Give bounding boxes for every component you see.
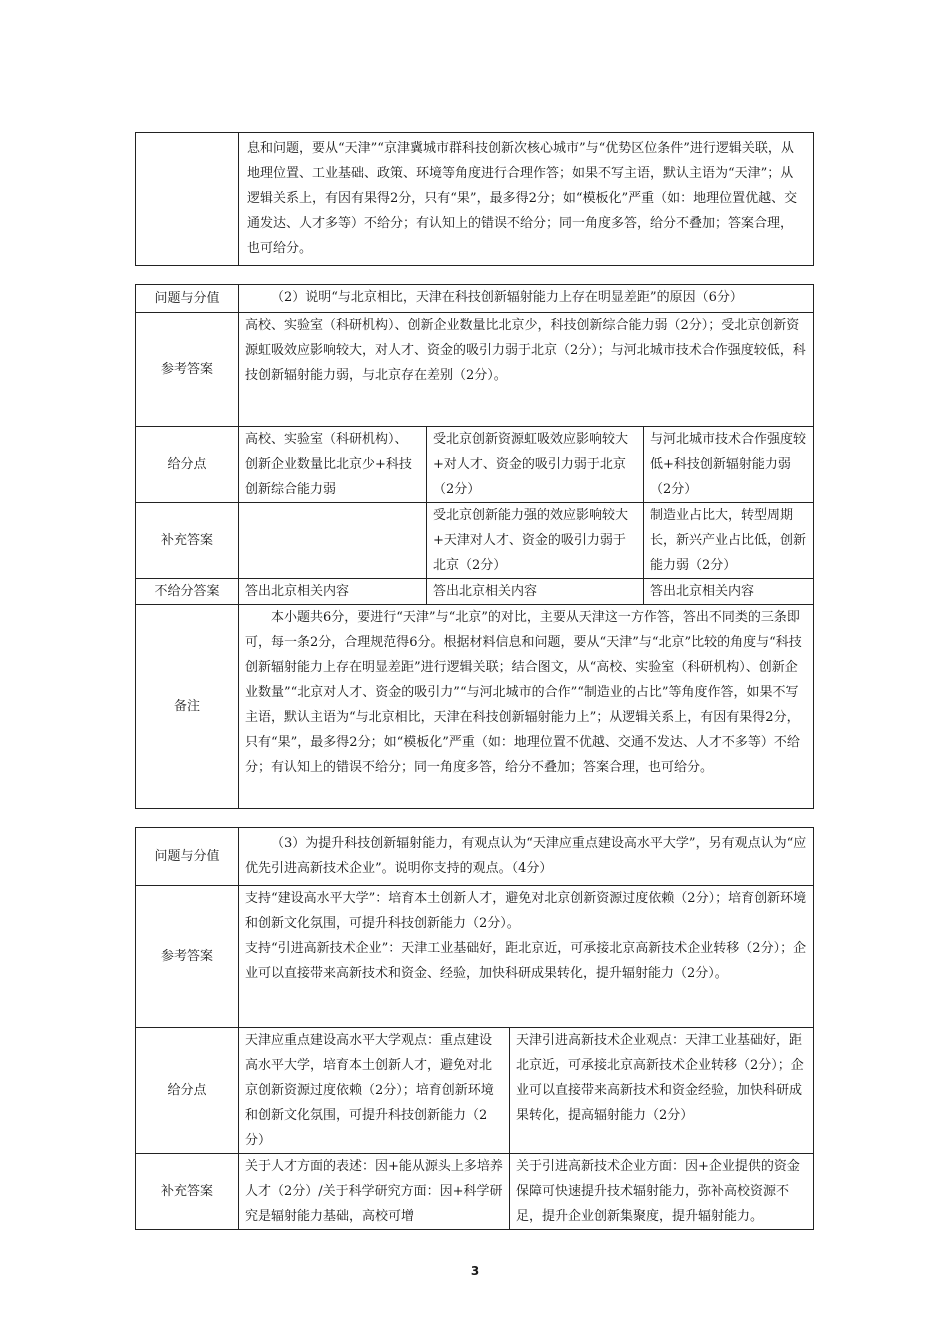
q2-nozero-3: 答出北京相关内容 — [644, 579, 814, 605]
q3-question-label: 问题与分值 — [136, 828, 239, 886]
q3-supplement-label: 补充答案 — [136, 1154, 239, 1230]
q3-reference-text-2: 支持“引进高新技术企业”：天津工业基础好，距北京近，可承接北京高新技术企业转移（2分）；企业可以直接带来高新技术和资金、经验，加快科研成果转化，提升辐射能力（2分）。 — [245, 941, 807, 981]
q2-supplement-2: 受北京创新能力强的效应影响较大+天津对人才、资金的吸引力弱于北京（2分） — [427, 503, 644, 579]
q3-reference-cell — [239, 886, 814, 1028]
q2-remark-text: 本小题共6分，要进行“天津”与“北京”的对比，主要从天津这一方作答，答出不同类的三条即可，每一条2分，合理规范得6分。根据材料信息和问题，要从“天津”与“北京”比较的角度与“科技创新辐射能力上存在明显差距”进行逻辑关联；结合图文，从“高校、实验室（科研机构）、创新企业数量”“北京对人才、资金的吸引力”“与河北城市的合作”“制造业的占比”等角度作答，如果不写主语，默认主语为“与北京相比，天津在科技创新辐射能力上”；从逻辑关系上，有因有果得2分，只有“果”，最多得2分；如“模板化”严重（如：地理位置不优越、交通不发达、人才不多等）不给分；有认知上的错误不给分；同一角度多答，给分不叠加；答案合理，也可给分。 — [239, 605, 814, 809]
q2-scoring-point-1: 高校、实验室（科研机构）、创新企业数量比北京少+科技创新综合能力弱 — [239, 427, 427, 503]
q3-reference-label: 参考答案 — [136, 886, 239, 1028]
q2-scoring-point-3: 与河北城市技术合作强度较低+科技创新辐射能力弱（2分） — [644, 427, 814, 503]
empty-label-cell — [136, 133, 239, 266]
q2-reference-label: 参考答案 — [136, 313, 239, 427]
q2-nozero-1: 答出北京相关内容 — [239, 579, 427, 605]
q3-reference-text-1: 支持“建设高水平大学”：培育本土创新人才，避免对北京创新资源过度依赖（2分）；培育创新环境和创新文化氛围，可提升科技创新能力（2分）。 — [245, 891, 807, 931]
question-2-table — [135, 284, 814, 809]
q2-nozero-label: 不给分答案 — [136, 579, 239, 605]
q2-remark-label: 备注 — [136, 605, 239, 809]
q2-supplement-3: 制造业占比大，转型周期长，新兴产业占比低，创新能力弱（2分） — [644, 503, 814, 579]
q2-question-text: （2）说明“与北京相比，天津在科技创新辐射能力上存在明显差距”的原因（6分） — [239, 285, 814, 313]
q3-scoring-point-1: 天津应重点建设高水平大学观点：重点建设高水平大学，培育本土创新人才，避免对北京创新资源过度依赖（2分）；培育创新环境和创新文化氛围，可提升科技创新能力（2分） — [239, 1028, 510, 1154]
prev-remark-text: 息和问题，要从“天津”“京津冀城市群科技创新次核心城市”与“优势区位条件”进行逻辑关联，从地理位置、工业基础、政策、环境等角度进行合理作答；如果不写主语，默认主语为“天津”；从逻辑关系上，有因有果得2分，只有“果”，最多得2分；如“模板化”严重（如：地理位置优越、交通发达、人才多等）不给分；有认知上的错误不给分；同一角度多答，给分不叠加；答案合理，也可给分。 — [239, 133, 814, 266]
q2-reference-text: 高校、实验室（科研机构）、创新企业数量比北京少，科技创新综合能力弱（2分）；受北京创新资源虹吸效应影响较大，对人才、资金的吸引力弱于北京（2分）；与河北城市技术合作强度较低，科技创新辐射能力弱，与北京存在差别（2分）。 — [239, 313, 814, 427]
q2-scoring-label: 给分点 — [136, 427, 239, 503]
prev-question-table — [135, 132, 814, 266]
q3-scoring-point-2: 天津引进高新技术企业观点：天津工业基础好，距北京近，可承接北京高新技术企业转移（2分）；企业可以直接带来高新技术和资金经验，加快科研成果转化，提高辐射能力（2分） — [510, 1028, 814, 1154]
q3-scoring-label: 给分点 — [136, 1028, 239, 1154]
q3-supplement-1: 关于人才方面的表述：因+能从源头上多培养人才（2分）/关于科学研究方面：因+科学研究是辐射能力基础，高校可增 — [239, 1154, 510, 1230]
q2-nozero-2: 答出北京相关内容 — [427, 579, 644, 605]
q2-scoring-point-2: 受北京创新资源虹吸效应影响较大+对人才、资金的吸引力弱于北京（2分） — [427, 427, 644, 503]
q2-question-label: 问题与分值 — [136, 285, 239, 313]
q2-supplement-label: 补充答案 — [136, 503, 239, 579]
q2-supplement-1 — [239, 503, 427, 579]
question-3-table — [135, 827, 814, 1230]
q3-supplement-2: 关于引进高新技术企业方面：因+企业提供的资金保障可快速提升技术辐射能力，弥补高校资源不足，提升企业创新集聚度，提升辐射能力。 — [510, 1154, 814, 1230]
q3-question-text: （3）为提升科技创新辐射能力，有观点认为“天津应重点建设高水平大学”，另有观点认为“应优先引进高新技术企业”。说明你支持的观点。（4分） — [239, 828, 814, 886]
page-number: 3 — [470, 1264, 480, 1278]
